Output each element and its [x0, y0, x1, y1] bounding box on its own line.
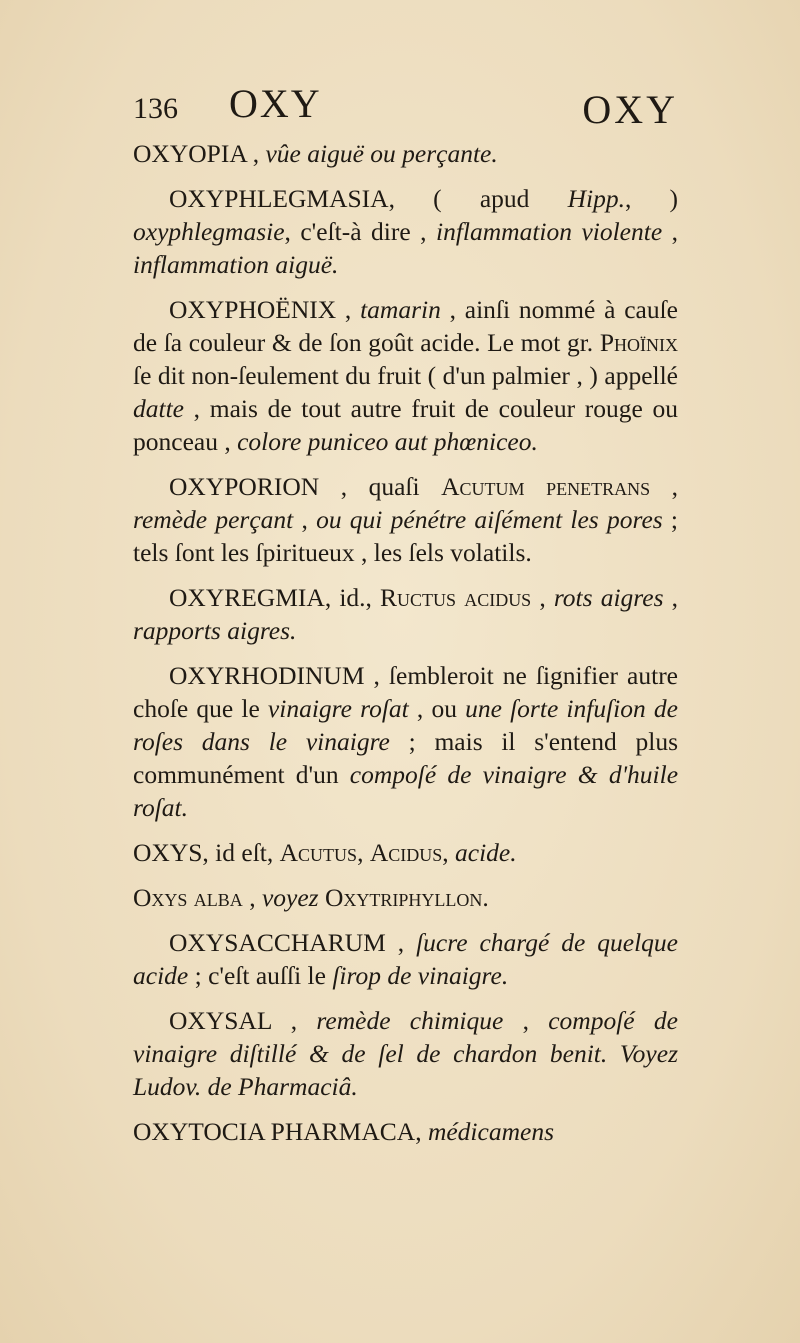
entry-text-run: datte — [133, 394, 184, 423]
right-running-head: OXY — [582, 87, 678, 132]
entry-text-run: Acidus — [369, 838, 443, 867]
entry-text-run: Ructus acidus — [380, 583, 532, 612]
entry-text-run: OXYPHLEGMASIA, ( apud — [169, 184, 568, 213]
entry-text-run: ; c'eſt auſſi le — [188, 961, 333, 990]
entry-oxyphlegmasia — [133, 182, 678, 281]
entry-text-run: rots aigres — [553, 583, 664, 612]
entry-text-run: , mais de tout autre fruit de couleur rouge ou ponceau , — [133, 394, 678, 456]
entry-text-run: remède chimique — [316, 1006, 504, 1035]
dictionary-text — [133, 137, 678, 1160]
entry-text-run: médicamens — [427, 1117, 554, 1146]
entry-text-run: Oxytriphyllon. — [324, 883, 489, 912]
entry-oxyregmia — [133, 581, 678, 647]
entry-text-run: OXYPHOËNIX , — [169, 295, 361, 324]
entry-text-run: , ) — [624, 184, 678, 213]
entry-text-run: une ſorte infuſion de roſes dans le vinaigre — [133, 694, 678, 756]
entry-text-run: ; tels ſont les ſpiritueux , les ſels volatils. — [133, 505, 679, 567]
entry-text-run: voyez — [261, 883, 319, 912]
entry-text-run: OXYS, id eſt, — [133, 838, 280, 867]
entry-text-run: Hipp. — [567, 184, 625, 213]
entry-text-run: ou qui pénétre aiſément les pores — [316, 505, 663, 534]
entry-text-run: compoſé de vinaigre diſtillé & de ſel de chardon benit. Voyez Ludov. de Pharmaciâ. — [133, 1006, 678, 1101]
entry-oxys — [133, 836, 678, 869]
entry-text-run: vûe aiguë ou perçante. — [265, 139, 498, 168]
entry-text-run: OXYRHODINUM , ſembleroit ne ſignifier autre choſe que le — [133, 661, 678, 723]
running-header — [133, 78, 678, 138]
entry-text-run: ſe dit non-ſeulement du fruit ( d'un palmier , ) appellé — [133, 361, 678, 390]
entry-text-run: , — [503, 1006, 549, 1035]
entry-text-run: , — [531, 583, 554, 612]
entry-text-run: colore puniceo aut phœniceo. — [237, 427, 538, 456]
entry-text-run: Phoïnix — [599, 328, 678, 357]
entry-text-run: OXYTOCIA PHARMACA, — [133, 1117, 428, 1146]
entry-text-run: vinaigre roſat — [267, 694, 409, 723]
entry-text-run: , c'eſt-à dire , — [284, 217, 436, 246]
entry-text-run: Oxys alba — [133, 883, 243, 912]
entry-text-run: , — [662, 217, 679, 246]
entry-text-run: OXYPORION , quaſi — [169, 472, 442, 501]
entry-text-run: oxyphlegmasie — [133, 217, 285, 246]
entry-text-run: Acutum penetrans — [441, 472, 651, 501]
entry-text-run: tamarin — [360, 295, 441, 324]
entry-text-run: remède perçant — [133, 505, 294, 534]
entry-text-run: compoſé de vinaigre & d'huile roſat. — [133, 760, 679, 822]
entry-text-run: inflammation aiguë. — [133, 250, 339, 279]
entry-oxysal — [133, 1004, 678, 1103]
entry-text-run: Acutus — [279, 838, 358, 867]
entry-text-run: , ou — [408, 694, 466, 723]
entry-oxytocia-pharmaca — [133, 1115, 678, 1148]
page-number: 136 — [133, 92, 178, 125]
entry-text-run: ; mais il s'entend plus communément d'un — [133, 727, 678, 789]
entry-text-run: rapports aigres. — [133, 616, 297, 645]
left-running-head: OXY — [229, 81, 322, 126]
entry-oxys-alba — [133, 881, 678, 914]
entry-text-run: , — [293, 505, 317, 534]
entry-text-run: , — [650, 472, 678, 501]
entry-text-run: , — [442, 838, 455, 867]
entry-oxysaccharum — [133, 926, 678, 992]
entry-text-run: , ainſi nommé à cauſe de ſa couleur & de ſon goût acide. Le mot gr. — [133, 295, 678, 357]
entry-text-run: OXYSACCHARUM , — [169, 928, 417, 957]
entry-text-run: ſirop de vinaigre. — [332, 961, 509, 990]
entry-text-run: inflammation violente — [435, 217, 663, 246]
entry-text-run: OXYREGMIA, id., — [169, 583, 381, 612]
entry-text-run: OXYSAL , — [169, 1006, 317, 1035]
entry-oxyopia — [133, 137, 678, 170]
entry-oxyporion — [133, 470, 678, 569]
entry-text-run: , — [663, 583, 678, 612]
entry-oxyrhodinum — [133, 659, 678, 824]
entry-text-run: acide. — [455, 838, 517, 867]
entry-text-run: , — [242, 883, 262, 912]
entry-text-run: ſucre chargé de quelque acide — [133, 928, 678, 990]
entry-text-run: OXYOPIA , — [133, 139, 266, 168]
entry-oxyphoenix — [133, 293, 678, 458]
entry-text-run: , — [357, 838, 370, 867]
